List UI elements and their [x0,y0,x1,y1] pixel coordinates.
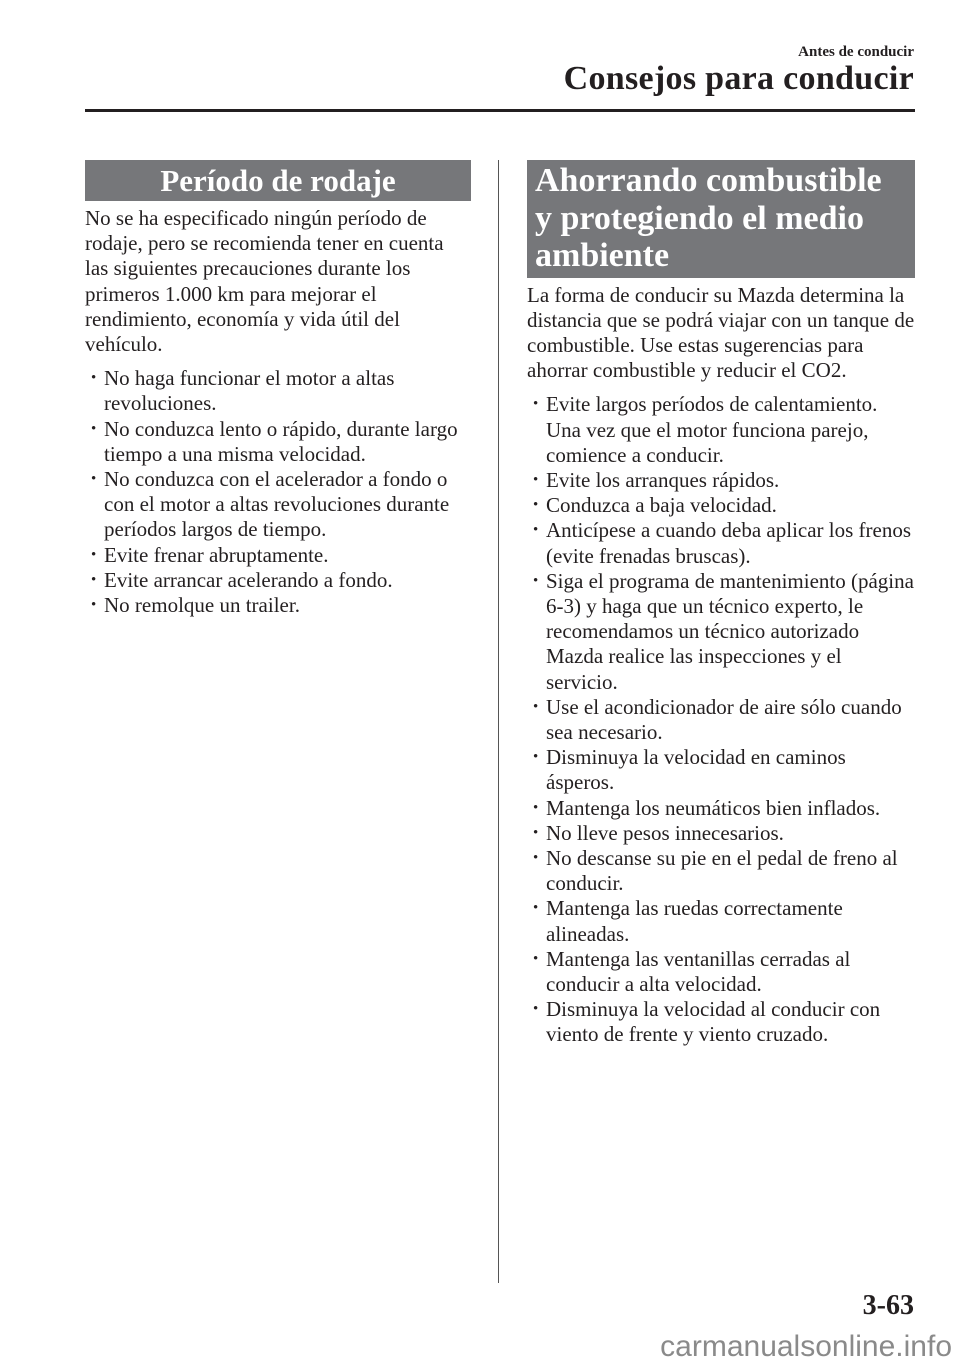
bullet-icon: • [533,471,539,488]
list-item-text: Mantenga las ruedas correctamente alineadas. [546,896,843,946]
watermark: carmanualsonline.info [660,1330,952,1363]
bullet-icon: • [533,749,539,766]
list-item [533,493,915,518]
bullet-icon: • [533,824,539,841]
list-item [533,896,915,946]
bullet-icon: • [91,420,97,437]
list-item-text: Anticípese a cuando deba aplicar los frenos (evite frenadas bruscas). [546,518,912,568]
list-item [91,467,471,543]
bullet-icon: • [91,370,97,387]
bullet-icon: • [91,471,97,488]
list-item-text: Evite arrancar acelerando a fondo. [104,567,393,592]
bullet-icon: • [91,597,97,614]
bullet-icon: • [533,900,539,917]
bullet-list [527,392,915,1047]
list-item-text: No remolque un trailer. [104,593,300,618]
list-item [91,416,471,467]
list-item-text: Use el acondicionador de aire sólo cuando sea necesario. [546,694,902,744]
list-item-text: No conduzca con el acelerador a fondo o con el motor a altas revoluciones durante períodos largos de tiempo. [104,467,450,542]
list-item-text: No lleve pesos innecesarios. [546,820,784,845]
list-item [533,467,915,493]
intro-paragraph: La forma de conducir su Mazda determina la distancia que se podrá viajar con un tanque de combustible. Use estas sugerencias para ahorrar combustible y reducir el CO2. [527,282,915,383]
list-item-text: No haga funcionar el motor a altas revoluciones. [104,366,395,416]
bullet-icon: • [533,572,539,589]
bullet-icon: • [533,799,539,816]
bullet-icon: • [533,950,539,967]
list-item-text: No conduzca lento o rápido, durante largo tiempo a una misma velocidad. [104,416,458,466]
list-item [533,568,915,695]
list-item [533,694,915,745]
list-item-text: Disminuya la velocidad al conducir con viento de frente y viento cruzado. [546,997,881,1047]
section-heading-fuel-saving: Ahorrando combustible y protegiendo el medio ambiente [527,160,915,278]
page-title: Consejos para conducir [563,60,914,97]
list-item [533,518,915,568]
bullet-icon: • [533,497,539,514]
list-item-text: Mantenga los neumáticos bien inflados. [546,795,881,820]
intro-paragraph: No se ha especificado ningún período de rodaje, pero se recomienda tener en cuenta las siguientes precauciones durante los primeros 1.000 km para mejorar el rendimiento, economía y vida útil del vehículo. [85,206,444,357]
bullet-list [85,366,471,618]
bullet-icon: • [533,396,539,413]
list-item-text: Conduzca a baja velocidad. [546,493,777,518]
bullet-icon: • [91,571,97,588]
bullet-icon: • [533,522,539,539]
column-divider [498,160,499,1283]
list-item [533,946,915,997]
list-item [91,542,471,568]
list-item [533,795,915,821]
header-rule [85,109,915,112]
bullet-icon: • [533,698,539,715]
bullet-icon: • [533,849,539,866]
section-heading-break-in: Período de rodaje [85,160,471,201]
page-number: 3-63 [862,1290,914,1321]
section-label: Antes de conducir [798,44,914,60]
list-item-text: No descanse su pie en el pedal de freno al conducir. [546,845,898,896]
left-column [85,160,471,618]
list-item-text: Mantenga las ventanillas cerradas al conducir a alta velocidad. [546,946,851,996]
list-item [91,567,471,593]
list-item [533,392,915,468]
list-item [533,997,915,1047]
list-item-text: Evite los arranques rápidos. [546,467,780,492]
list-item [533,845,915,896]
list-item-text: Evite frenar abruptamente. [104,542,329,567]
list-item [533,745,915,795]
list-item-text: Disminuya la velocidad en caminos ásperos. [546,745,846,795]
bullet-icon: • [91,546,97,563]
bullet-icon: • [533,1001,539,1018]
right-column [527,160,915,1048]
list-item [533,820,915,846]
list-item [91,366,471,416]
list-item-text: Evite largos períodos de calentamiento. Una vez que el motor funciona parejo, comience a conducir. [546,392,878,467]
list-item [91,593,471,618]
list-item-text: Siga el programa de mantenimiento (página 6-3) y haga que un técnico experto, le recomendamos un técnico autorizado Mazda realice las inspecciones y el servicio. [546,568,914,694]
